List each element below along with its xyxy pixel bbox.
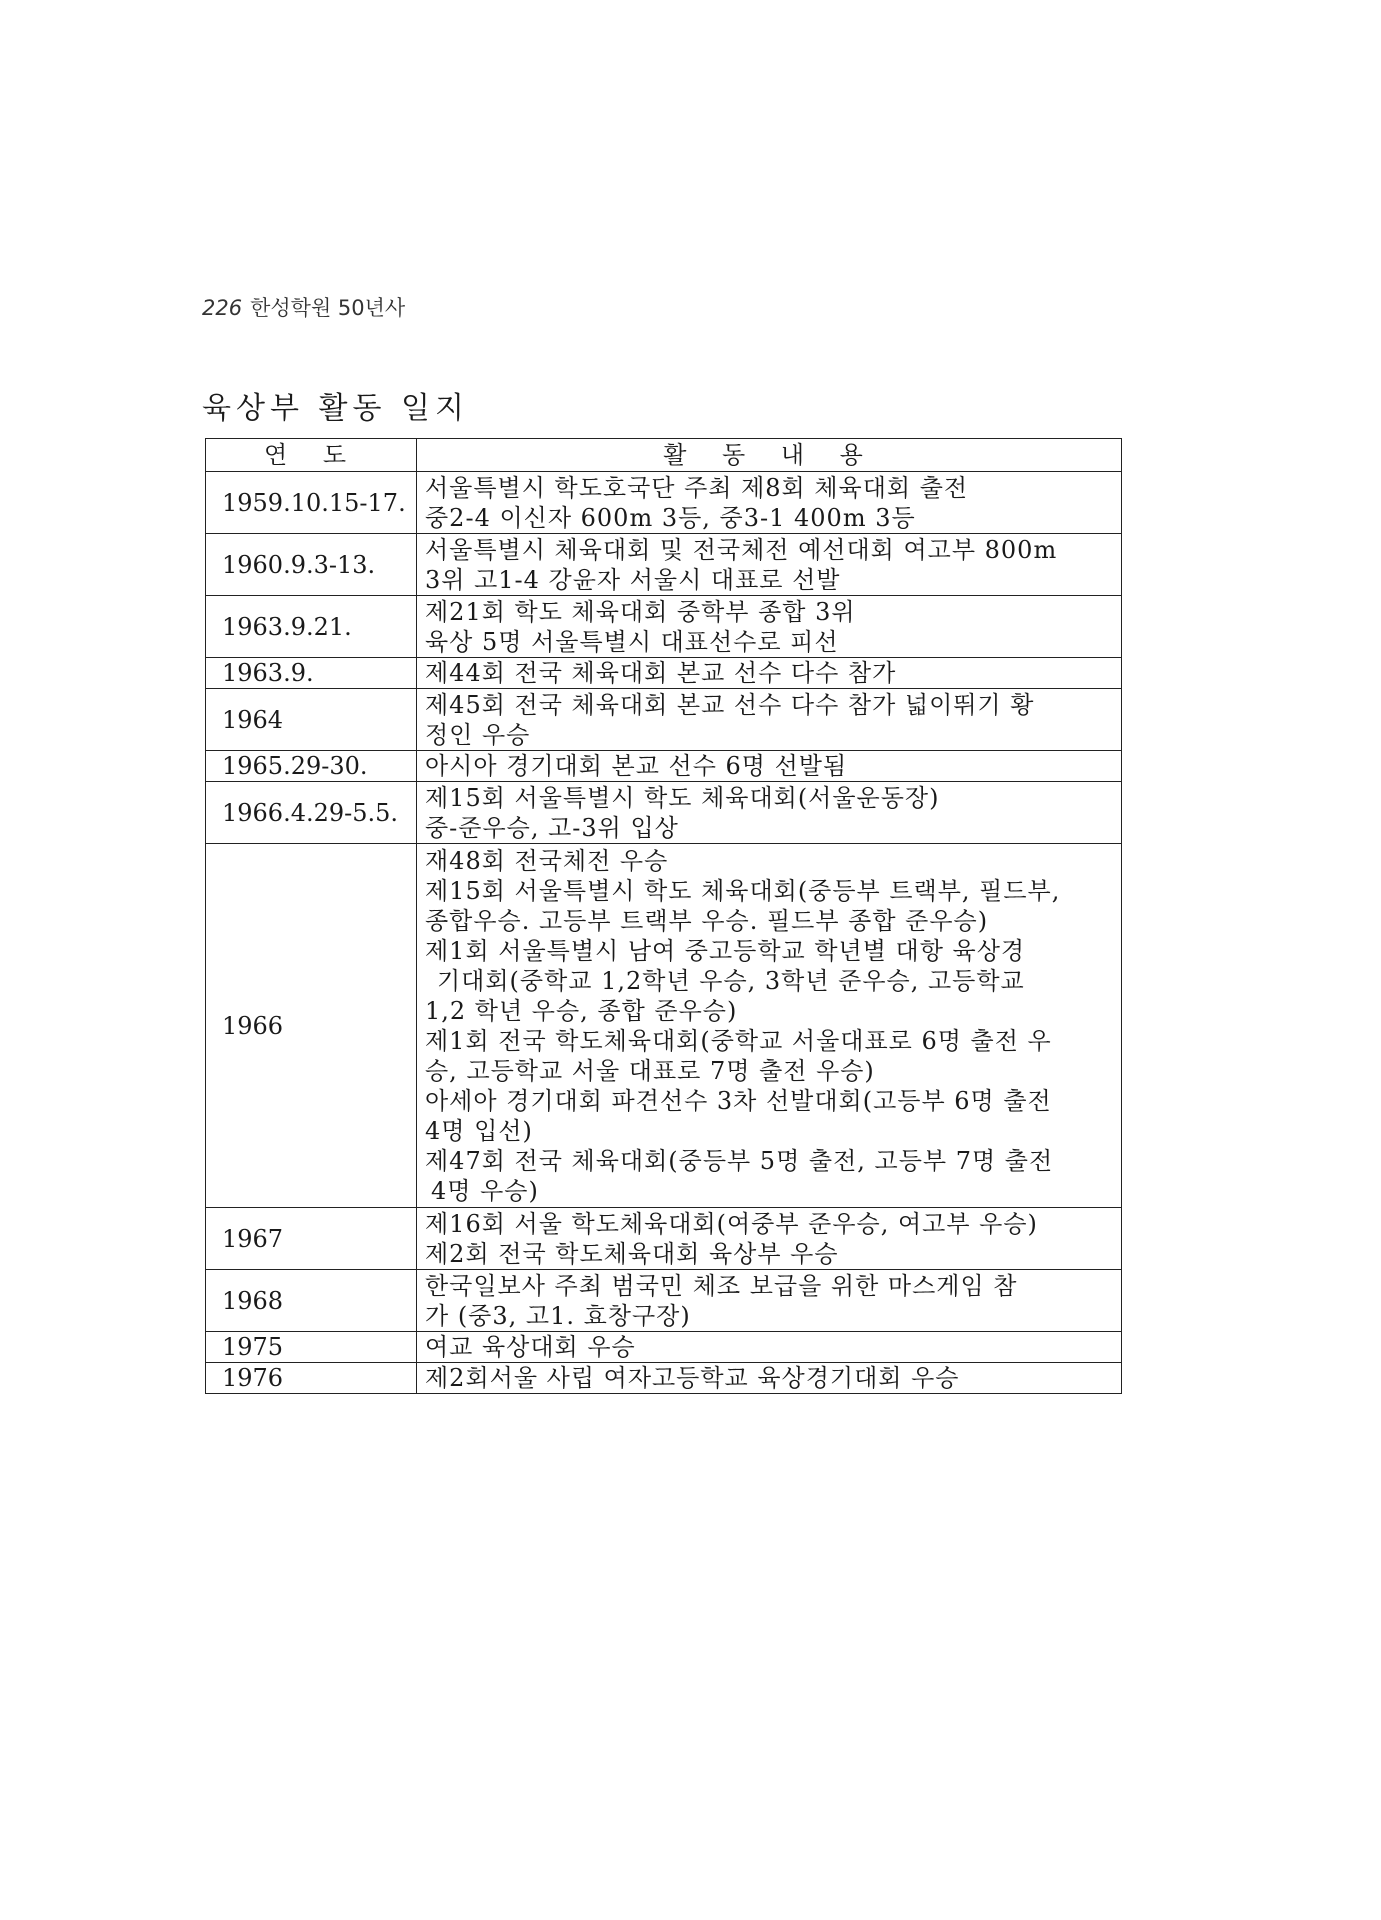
activity-cell — [417, 596, 1122, 658]
year-cell: 1960.9.3-13. — [206, 534, 417, 596]
activity-line: 아세아 경기대회 파견선수 3차 선발대회(고등부 6명 출전 — [425, 1086, 1052, 1115]
activity-line: 1,2 학년 우승, 종합 준우승) — [425, 996, 738, 1025]
table-row — [206, 782, 1122, 844]
table-row — [206, 1332, 1122, 1363]
activity-line: 정인 우승 — [425, 720, 531, 749]
activity-cell — [417, 472, 1122, 534]
table-row — [206, 658, 1122, 689]
table-row — [206, 844, 1122, 1208]
activity-cell — [417, 1270, 1122, 1332]
header-activity: 활 동 내 용 — [417, 439, 1122, 472]
table-row — [206, 689, 1122, 751]
header-year: 연 도 — [206, 439, 417, 472]
table-row — [206, 751, 1122, 782]
year-cell: 1976 — [206, 1363, 417, 1394]
year-cell: 1975 — [206, 1332, 417, 1363]
year-cell: 1967 — [206, 1208, 417, 1270]
activity-cell — [417, 782, 1122, 844]
section-title: 육상부 활동 일지 — [202, 391, 469, 426]
year-cell: 1968 — [206, 1270, 417, 1332]
activity-cell — [417, 689, 1122, 751]
year-cell: 1963.9. — [206, 658, 417, 689]
activity-line: 제45회 전국 체육대회 본교 선수 다수 참가 넓이뛰기 황 — [425, 690, 1035, 719]
table-row — [206, 1208, 1122, 1270]
activity-line: 3위 고1-4 강윤자 서울시 대표로 선발 — [425, 565, 841, 594]
activity-line: 제15회 서울특별시 학도 체육대회(서울운동장) — [425, 783, 940, 812]
activity-line: 제2회서울 사립 여자고등학교 육상경기대회 우승 — [425, 1364, 960, 1392]
activity-line: 서울특별시 체육대회 및 전국체전 예선대회 여고부 800m — [425, 535, 1058, 564]
activity-line: 재48회 전국체전 우승 — [425, 846, 669, 875]
table-row — [206, 1363, 1122, 1394]
activity-line: 제1회 서울특별시 남여 중고등학교 학년별 대항 육상경 — [425, 936, 1026, 965]
activity-line: 서울특별시 학도호국단 주최 제8회 체육대회 출전 — [425, 473, 969, 502]
year-cell: 1966 — [206, 844, 417, 1208]
page-number: 226 — [202, 296, 243, 320]
year-cell: 1963.9.21. — [206, 596, 417, 658]
activity-cell — [417, 658, 1122, 689]
activity-line: 기대회(중학교 1,2학년 우승, 3학년 준우승, 고등학교 — [437, 966, 1025, 995]
activity-line: 제21회 학도 체육대회 중학부 종합 3위 — [425, 597, 856, 626]
year-cell: 1959.10.15-17. — [206, 472, 417, 534]
table-row — [206, 1270, 1122, 1332]
activity-cell — [417, 1332, 1122, 1363]
table-header-row — [206, 439, 1122, 472]
activity-line: 4명 입선) — [425, 1116, 533, 1145]
activity-line: 제44회 전국 체육대회 본교 선수 다수 참가 — [425, 659, 897, 687]
activity-line: 제2회 전국 학도체육대회 육상부 우승 — [425, 1239, 839, 1268]
activity-line: 제15회 서울특별시 학도 체육대회(중등부 트랙부, 필드부, — [425, 876, 1061, 905]
activity-cell — [417, 844, 1122, 1208]
activity-log-table — [205, 438, 1122, 1394]
activity-cell — [417, 534, 1122, 596]
activity-cell — [417, 751, 1122, 782]
table-row — [206, 472, 1122, 534]
activity-cell — [417, 1363, 1122, 1394]
activity-line: 제1회 전국 학도체육대회(중학교 서울대표로 6명 출전 우 — [425, 1026, 1052, 1055]
running-header — [202, 292, 405, 322]
book-title: 한성학원 50년사 — [250, 296, 406, 320]
activity-line: 중2-4 이신자 600m 3등, 중3-1 400m 3등 — [425, 503, 916, 532]
year-cell: 1964 — [206, 689, 417, 751]
activity-line: 육상 5명 서울특별시 대표선수로 피선 — [425, 627, 839, 656]
year-cell: 1966.4.29-5.5. — [206, 782, 417, 844]
activity-line: 제47회 전국 체육대회(중등부 5명 출전, 고등부 7명 출전 — [425, 1146, 1054, 1175]
activity-line: 중-준우승, 고-3위 입상 — [425, 813, 679, 842]
activity-line: 아시아 경기대회 본교 선수 6명 선발됨 — [425, 752, 848, 780]
table-row — [206, 534, 1122, 596]
year-cell: 1965.29-30. — [206, 751, 417, 782]
table-row — [206, 596, 1122, 658]
activity-line: 제16회 서울 학도체육대회(여중부 준우승, 여고부 우승) — [425, 1209, 1038, 1238]
activity-line: 한국일보사 주최 범국민 체조 보급을 위한 마스게임 참 — [425, 1271, 1018, 1300]
activity-cell — [417, 1208, 1122, 1270]
activity-line: 여교 육상대회 우승 — [425, 1333, 636, 1361]
activity-line: 가 (중3, 고1. 효창구장) — [425, 1301, 691, 1330]
activity-line: 종합우승. 고등부 트랙부 우승. 필드부 종합 준우승) — [425, 906, 989, 935]
activity-line: 4명 우승) — [431, 1176, 539, 1205]
activity-line: 승, 고등학교 서울 대표로 7명 출전 우승) — [425, 1056, 875, 1085]
